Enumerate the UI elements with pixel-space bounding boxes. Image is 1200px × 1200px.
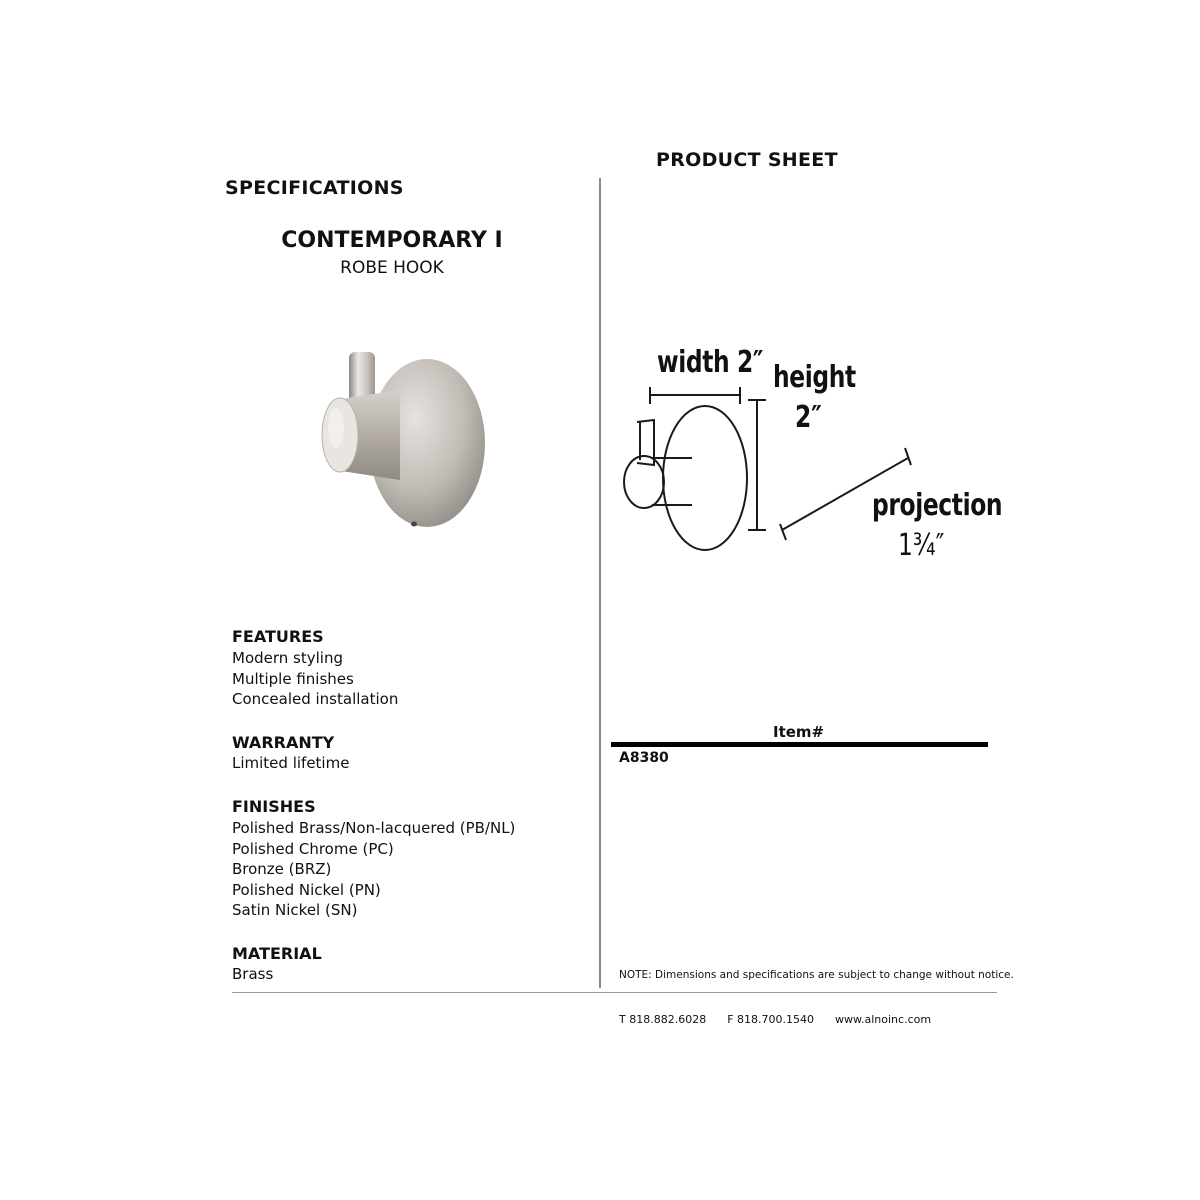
phone-number: T 818.882.6028 bbox=[619, 1013, 707, 1026]
warranty-value: Limited lifetime bbox=[232, 754, 350, 772]
height-value: 2″ bbox=[795, 400, 822, 435]
specifications-title: SPECIFICATIONS bbox=[225, 177, 404, 199]
list-item: Satin Nickel (SN) bbox=[232, 901, 358, 919]
note-text: NOTE: Dimensions and specifications are subject to change without notice. bbox=[619, 969, 1014, 981]
list-item: Bronze (BRZ) bbox=[232, 860, 332, 878]
finishes-title: FINISHES bbox=[232, 797, 316, 816]
product-photo bbox=[300, 340, 500, 540]
list-item: Polished Brass/Non-lacquered (PB/NL) bbox=[232, 819, 516, 837]
list-item: Polished Chrome (PC) bbox=[232, 839, 394, 858]
projection-value: 1¾″ bbox=[898, 528, 945, 563]
column-divider bbox=[599, 178, 601, 988]
features-title: FEATURES bbox=[232, 627, 324, 646]
product-sheet-title: PRODUCT SHEET bbox=[656, 149, 838, 171]
item-table-rule bbox=[611, 742, 988, 747]
item-header: Item# bbox=[773, 723, 825, 741]
product-name-block bbox=[232, 228, 552, 278]
dimension-drawing bbox=[610, 380, 930, 570]
material-title: MATERIAL bbox=[232, 944, 322, 963]
fax-number: F 818.700.1540 bbox=[727, 1013, 815, 1026]
projection-label: projection bbox=[872, 488, 1003, 523]
footer-contact bbox=[619, 1013, 931, 1026]
finishes-list bbox=[232, 818, 515, 921]
material-value: Brass bbox=[232, 965, 274, 983]
list-item: Multiple finishes bbox=[232, 669, 354, 688]
list-item: Polished Nickel (PN) bbox=[232, 880, 381, 899]
features-list bbox=[232, 648, 398, 710]
footer-rule bbox=[232, 992, 997, 993]
collection-name: CONTEMPORARY I bbox=[281, 228, 503, 253]
item-number: A8380 bbox=[619, 750, 669, 766]
width-label: width 2″ bbox=[657, 345, 764, 380]
warranty-title: WARRANTY bbox=[232, 733, 335, 752]
list-item: Concealed installation bbox=[232, 690, 399, 708]
product-type: ROBE HOOK bbox=[340, 258, 444, 278]
list-item: Modern styling bbox=[232, 649, 343, 667]
height-label: height bbox=[773, 360, 856, 395]
website-link[interactable]: www.alnoinc.com bbox=[835, 1013, 932, 1026]
